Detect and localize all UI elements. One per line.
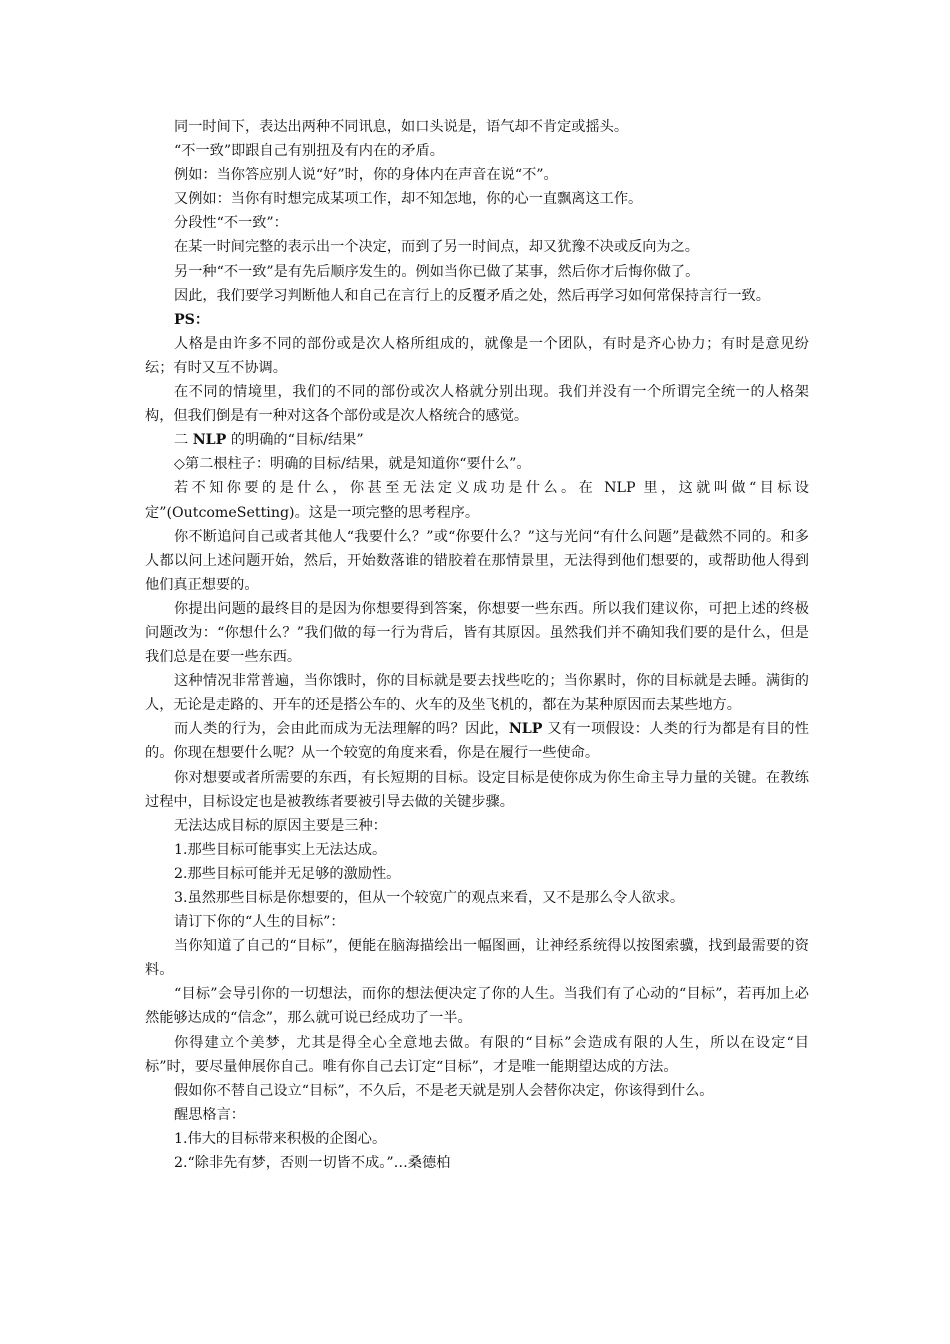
paragraph: 因此，我们要学习判断他人和自己在言行上的反覆矛盾之处，然后再学习如何常保持言行一致。 bbox=[174, 287, 770, 304]
list-item: 2.那些目标可能并无足够的激励性。 bbox=[174, 865, 401, 882]
ps-label: PS： bbox=[174, 311, 210, 328]
paragraph: 而人类的行为，会由此而成为无法理解的吗？因此，NLP 又有一项假设：人类的行为都是有目的性的。你现在想要什么呢？从一个较宽的角度来看，你是在履行一些使命。 bbox=[145, 721, 809, 762]
nlp-term: NLP bbox=[508, 721, 543, 738]
list-item: 1.那些目标可能事实上无法达成。 bbox=[174, 841, 387, 858]
paragraph: 另一种“不一致”是有先后顺序发生的。例如当你已做了某事，然后你才后悔你做了。 bbox=[174, 263, 700, 280]
paragraph: 这种情况非常普遍，当你饿时，你的目标就是要去找些吃的；当你累时，你的目标就是去睡。满街的人，无论是走路的、开车的还是搭公车的、火车的及坐飞机的，都在为某种原因而去某些地方。 bbox=[145, 673, 809, 714]
paragraph: 若不知你要的是什么，你甚至无法定义成功是什么。在 NLP 里，这就叫做“目标设定”(OutcomeSetting)。这是一项完整的思考程序。 bbox=[145, 480, 809, 521]
list-item: 3.虽然那些目标是你想要的，但从一个较宽广的观点来看，又不是那么令人欲求。 bbox=[174, 890, 685, 906]
paragraph: 你提出问题的最终目的是因为你想要得到答案，你想要一些东西。所以我们建议你，可把上述的终极问题改为：“你想什么？”我们做的每一行为背后，皆有其原因。虽然我们并不确知我们要的是什么，但是我们总是在要一些东西。 bbox=[145, 600, 809, 666]
paragraph: 假如你不替自己设立“目标”，不久后，不是老天就是别人会替你决定，你该得到什么。 bbox=[174, 1082, 714, 1099]
paragraph: 在不同的情境里，我们的不同的部份或次人格就分别出现。我们并没有一个所谓完全统一的人格架构，但我们倒是有一种对这各个部份或是次人格统合的感觉。 bbox=[145, 384, 809, 425]
paragraph: 醒思格言： bbox=[174, 1106, 245, 1123]
paragraph: 例如：当你答应别人说“好”时，你的身体内在声音在说“不”。 bbox=[174, 167, 558, 184]
paragraph: 你不断追问自己或者其他人“我要什么？”或“你要什么？”这与光问“有什么问题”是截然不同的。和多人都以问上述问题开始，然后，开始数落谁的错胶着在那情景里，无法得到他们想要的，或帮助他人得到他们真正想要的。 bbox=[145, 528, 809, 593]
paragraph: “不一致”即跟自己有别扭及有内在的矛盾。 bbox=[174, 143, 444, 160]
list-item: 1.伟大的目标带来积极的企图心。 bbox=[174, 1130, 387, 1147]
section-heading: 二 NLP 的明确的“目标/结果” bbox=[174, 432, 364, 449]
list-item: 2.“除非先有梦，否则一切皆不成。”…桑德柏 bbox=[174, 1155, 451, 1172]
paragraph: 人格是由许多不同的部份或是次人格所组成的，就像是一个团队，有时是齐心协力；有时是意见纷纭；有时又互不协调。 bbox=[145, 335, 809, 376]
paragraph: 请订下你的“人生的目标”： bbox=[174, 914, 345, 931]
paragraph: 同一时间下，表达出两种不同讯息，如口头说是，语气却不肯定或摇头。 bbox=[174, 119, 629, 135]
paragraph: 你得建立个美梦，尤其是得全心全意地去做。有限的“目标”会造成有限的人生，所以在设定“目标”时，要尽量伸展你自己。唯有你自己去订定“目标”，才是唯一能期望达成的方法。 bbox=[145, 1034, 809, 1075]
paragraph: “目标”会导引你的一切想法，而你的想法便决定了你的人生。当我们有了心动的“目标”，若再加上必然能够达成的“信念”，那么就可说已经成功了一半。 bbox=[145, 986, 809, 1027]
paragraph: 当你知道了自己的“目标”，便能在脑海描绘出一幅图画，让神经系统得以按图索骥，找到最需要的资料。 bbox=[145, 938, 809, 979]
nlp-term: NLP bbox=[192, 432, 227, 449]
paragraph: ◇第二根柱子：明确的目标/结果，就是知道你“要什么”。 bbox=[174, 456, 531, 473]
paragraph: 无法达成目标的原因主要是三种： bbox=[174, 817, 387, 834]
paragraph: 分段性“不一致”： bbox=[174, 215, 288, 232]
paragraph: 又例如：当你有时想完成某项工作，却不知怎地，你的心一直飘离这工作。 bbox=[174, 191, 643, 208]
paragraph: 在某一时间完整的表示出一个决定，而到了另一时间点，却又犹豫不决或反向为之。 bbox=[174, 239, 699, 256]
document-page bbox=[145, 115, 809, 1175]
paragraph: 你对想要或者所需要的东西，有长短期的目标。设定目标是使你成为你生命主导力量的关键。在教练过程中，目标设定也是被教练者要被引导去做的关键步骤。 bbox=[145, 769, 809, 810]
